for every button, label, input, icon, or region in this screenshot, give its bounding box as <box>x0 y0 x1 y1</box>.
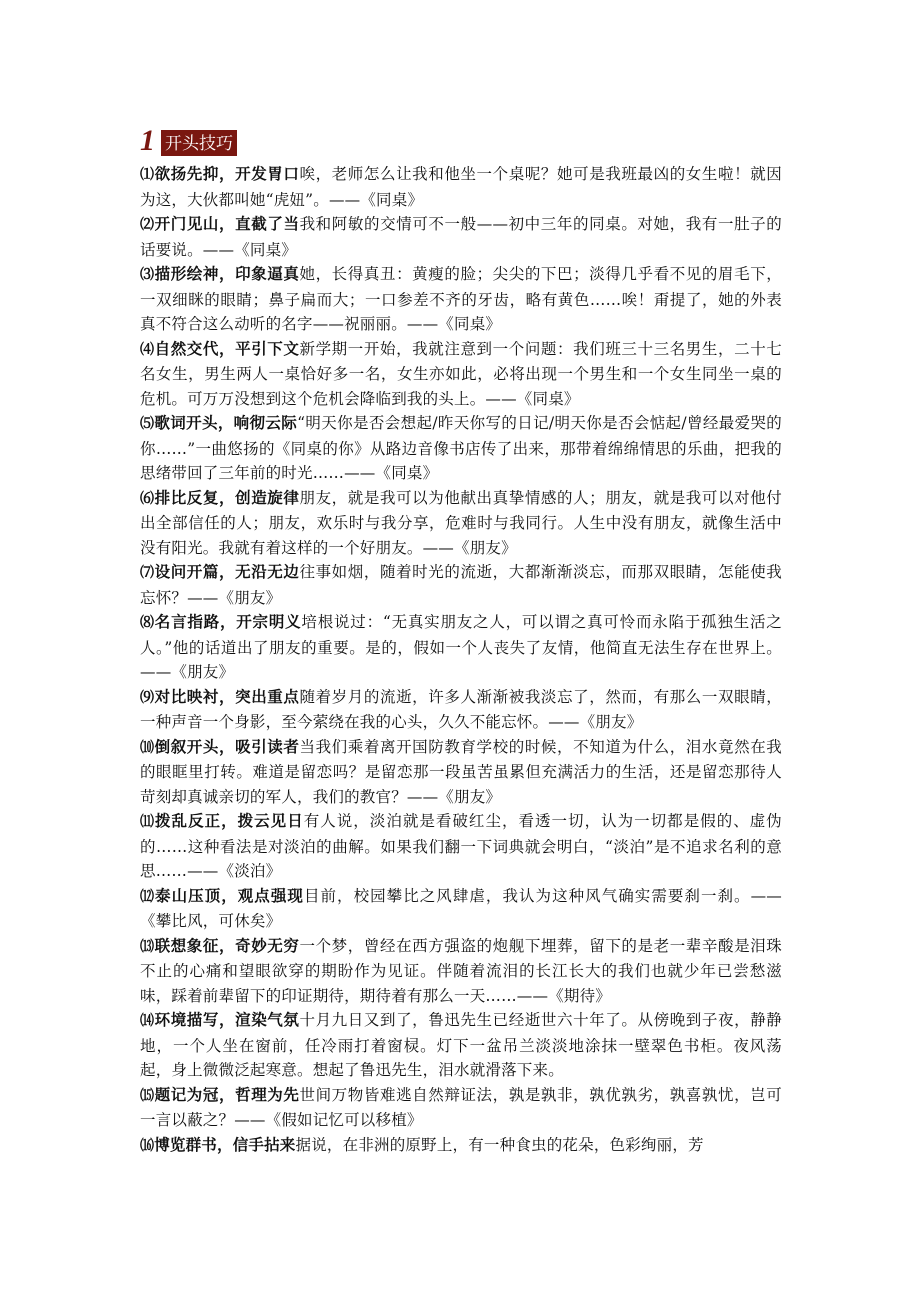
section-title: 开头技巧 <box>161 130 237 156</box>
item-text: 她，长得真丑：黄瘦的脸；尖尖的下巴；淡得几乎看不见的眉毛下，一双细眯的眼睛；鼻子扁而大；一口参差不齐的牙齿，略有黄色……唉！甭提了，她的外表真不符合这么动听的名字——祝丽丽。——《同桌》 <box>140 265 782 333</box>
item-text: 我和阿敏的交情可不一般——初中三年的同桌。对她，我有一肚子的话要说。——《同桌》 <box>140 215 782 259</box>
item-heading: 描形绘神，印象逼真 <box>154 265 300 283</box>
item-text: 一个梦，曾经在西方强盗的炮舰下埋葬，留下的是老一辈辛酸是泪珠不止的心痛和望眼欲穿的期盼作为见证。伴随着流泪的长江长大的我们也就少年已尝愁滋味，踩着前辈留下的印证期待，期待着有那么一天……——《期待》 <box>140 936 782 1005</box>
item-number: ⑴ <box>140 167 155 183</box>
item-number: ⑼ <box>140 689 155 706</box>
item-number: ⑹ <box>140 490 155 507</box>
item-heading: 题记为冠，哲理为先 <box>154 1085 300 1104</box>
list-item <box>140 610 782 685</box>
item-heading: 对比映衬，突出重点 <box>154 687 300 706</box>
item-number: ⑷ <box>140 341 155 358</box>
item-heading: 博览群书，信手拈来 <box>154 1135 296 1154</box>
document-page <box>140 118 782 1158</box>
item-text: “明天你是否会想起/昨天你写的日记/明天你是否会惦起/曾经最爱哭的你……”一曲悠扬的《同桌的你》从路边音像书店传了出来，那带着绵绵情思的乐曲，把我的思绪带回了三年前的时光……——《同桌》 <box>140 414 783 482</box>
item-heading: 泰山压顶，观点强现 <box>155 886 304 905</box>
item-heading: 拨乱反正，拨云见日 <box>155 812 304 830</box>
list-item <box>140 1133 782 1159</box>
item-text: 世间万物皆难逃自然辩证法，孰是孰非，孰优孰劣，孰喜孰忧，岂可一言以蔽之？——《假如记忆可以移植》 <box>140 1085 782 1129</box>
item-heading: 联想象征，奇妙无穷 <box>154 936 300 955</box>
item-text: 唉，老师怎么让我和他坐一个桌呢？她可是我班最凶的女生啦！就因为这，大伙都叫她“虎妞”。——《同桌》 <box>140 165 782 209</box>
list-item <box>140 735 782 810</box>
section-number: 1 <box>140 124 155 157</box>
list-item <box>140 560 782 610</box>
item-text: 十月九日又到了，鲁迅先生已经逝世六十年了。从傍晚到子夜，静静地，一个人坐在窗前，任冷雨打着窗棂。灯下一盆吊兰淡淡地涂抹一壁翠色书柜。夜风荡起，身上微微泛起寒意。想起了鲁迅先生，泪水就滑落下来。 <box>140 1011 782 1079</box>
item-heading: 开门见山，直截了当 <box>154 215 300 233</box>
list-item <box>140 685 782 735</box>
item-text: 新学期一开始，我就注意到一个问题：我们班三十三名男生，二十七名女生，男生两人一桌恰好多一名，女生亦如此，必将出现一个男生和一个女生同坐一桌的危机。可万万没想到这个危机会降临到我的头上。——《同桌》 <box>140 339 782 408</box>
item-heading: 排比反复，创造旋律 <box>154 488 300 507</box>
item-text: 目前，校园攀比之风肆虐，我认为这种风气确实需要刹一刹。——《攀比风，可休矣》 <box>140 886 782 930</box>
item-heading: 环境描写，渲染气氛 <box>154 1011 300 1029</box>
item-number: ⒁ <box>140 1013 155 1029</box>
tips-list <box>140 162 782 1158</box>
item-heading: 倒叙开头，吸引读者 <box>154 737 300 756</box>
list-item <box>140 934 782 1009</box>
item-text: 当我们乘着离开国防教育学校的时候，不知道为什么，泪水竟然在我的眼眶里打转。难道是留恋吗？是留恋那一段虽苦虽累但充满活力的生活，还是留恋那待人苛刻却真诚亲切的军人，我们的教官？——《朋友》 <box>140 737 782 806</box>
item-text: 朋友，就是我可以为他献出真挚情感的人；朋友，就是我可以对他付出全部信任的人；朋友，欢乐时与我分享，危难时与我同行。人生中没有朋友，就像生活中没有阳光。我就有着这样的一个好朋友。——《朋友》 <box>140 488 782 557</box>
item-heading: 歌词开头，响彻云际 <box>154 414 298 432</box>
list-item <box>140 1008 782 1083</box>
item-text: 随着岁月的流逝，许多人渐渐被我淡忘了，然而，有那么一双眼睛，一种声音一个身影，至今萦绕在我的心头，久久不能忘怀。——《朋友》 <box>140 687 782 731</box>
item-heading: 欲扬先抑，开发胃口 <box>154 165 300 183</box>
list-item <box>140 212 782 262</box>
item-text: 往事如烟，随着时光的流逝，大都渐渐淡忘，而那双眼睛，怎能使我忘怀？——《朋友》 <box>140 563 782 607</box>
item-number: ⑿ <box>140 888 156 905</box>
item-number: ⒂ <box>140 1087 155 1104</box>
list-item <box>140 809 782 884</box>
item-text: 有人说，淡泊就是看破红尘，看透一切，认为一切都是假的、虚伪的……这种看法是对淡泊的曲解。如果我们翻一下词典就会明白，“淡泊”是不追求名利的意思……——《淡泊》 <box>140 812 782 880</box>
item-number: ⑽ <box>140 739 155 756</box>
list-item <box>140 162 782 212</box>
list-item <box>140 262 782 337</box>
list-item <box>140 884 782 934</box>
item-number: ⑶ <box>140 267 155 283</box>
item-number: ⑵ <box>140 217 155 233</box>
list-item <box>140 486 782 561</box>
item-number: ⑺ <box>140 565 155 581</box>
item-number: ⒀ <box>140 938 155 955</box>
item-number: ⑻ <box>140 615 155 631</box>
item-heading: 名言指路，开宗明义 <box>154 613 302 631</box>
item-heading: 设问开篇，无沿无边 <box>154 563 300 581</box>
item-number: ⒃ <box>140 1137 155 1154</box>
item-text: 培根说过：“无真实朋友之人，可以谓之真可怜而永陷于孤独生活之人。”他的话道出了朋友的重要。是的，假如一个人丧失了友情，他简直无法生存在世界上。——《朋友》 <box>140 613 782 681</box>
item-heading: 自然交代，平引下文 <box>154 339 300 358</box>
item-number: ⑾ <box>140 814 156 830</box>
list-item <box>140 337 782 412</box>
list-item <box>140 1083 782 1133</box>
section-header <box>140 118 782 156</box>
item-number: ⑸ <box>140 416 155 432</box>
item-text: 据说，在非洲的原野上，有一种食虫的花朵，色彩绚丽，芳 <box>295 1135 704 1154</box>
list-item <box>140 411 782 486</box>
